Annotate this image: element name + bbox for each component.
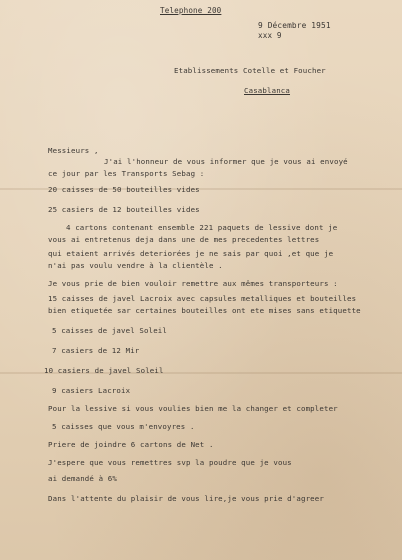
salutation: Messieurs ,	[48, 146, 99, 155]
body-line: ce jour par les Transports Sebag :	[48, 169, 205, 178]
body-line: Priere de joindre 6 cartons de Net .	[48, 440, 214, 449]
body-line: 5 caisses que vous m'envoyres .	[52, 422, 195, 431]
letter-reference: xxx 9	[258, 31, 282, 40]
body-line: Je vous prie de bien vouloir remettre aux mêmes transporteurs :	[48, 279, 338, 288]
body-line: 5 caisses de javel Soleil	[52, 326, 167, 335]
body-line: J'espere que vous remettres svp la poudre que je vous	[48, 458, 292, 467]
body-line: Pour la lessive si vous voulies bien me la changer et completer	[48, 404, 338, 413]
body-line: bien etiquetée sar certaines bouteilles ont ete mises sans etiquette	[48, 306, 361, 315]
body-line: 7 casiers de 12 Mir	[52, 346, 140, 355]
letter-date: 9 Décembre 1951	[258, 21, 331, 30]
phone-number: Telephone 200	[160, 6, 222, 15]
body-line: 9 casiers Lacroix	[52, 386, 131, 395]
body-line: vous ai entretenus deja dans une de mes precedentes lettres	[48, 235, 320, 244]
body-line: 15 caisses de javel Lacroix avec capsules metalliques et bouteilles	[48, 294, 357, 303]
body-line: 4 cartons contenant ensemble 221 paquets de lessive dont je	[66, 223, 338, 232]
body-line: J'ai l'honneur de vous informer que je vous ai envoyé	[104, 157, 348, 166]
body-line: Dans l'attente du plaisir de vous lire,je vous prie d'agreer	[48, 494, 324, 503]
body-line: n'ai pas voulu vendre à la clientèle .	[48, 261, 223, 270]
recipient-city: Casablanca	[244, 86, 290, 95]
body-line: 25 casiers de 12 bouteilles vides	[48, 205, 200, 214]
body-line: 20 caisses de 50 bouteilles vides	[48, 185, 200, 194]
body-line: ai demandé à 6%	[48, 474, 117, 483]
body-line: 10 casiers de javel Soleil	[44, 366, 164, 375]
recipient-company: Etablissements Cotelle et Foucher	[174, 66, 326, 75]
body-line: qui etaient arrivés deteriorées je ne sais par quoi ,et que je	[48, 249, 334, 258]
